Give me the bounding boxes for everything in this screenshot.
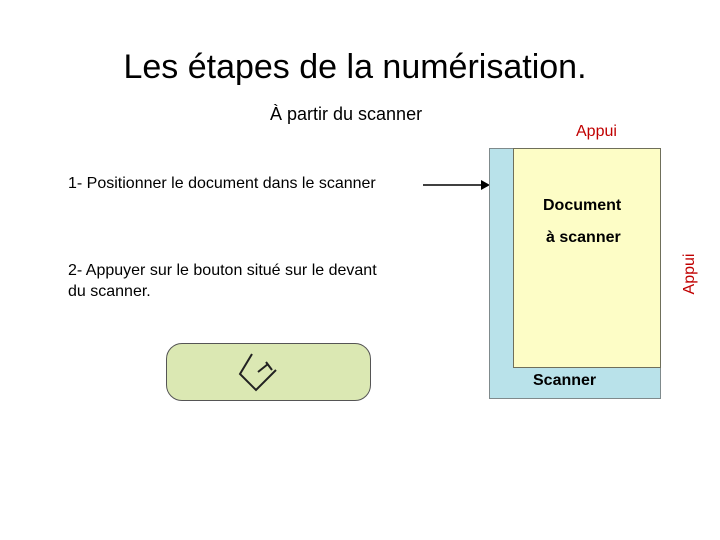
page-subtitle: À partir du scanner (270, 104, 423, 124)
scanner-label: Scanner (533, 372, 597, 389)
appui-top-label: Appui (576, 123, 617, 140)
scan-button-icon (236, 350, 284, 394)
document-label-line2: à scanner (546, 229, 621, 246)
step-1-text: 1- Positionner le document dans le scanner (68, 175, 376, 192)
appui-side-label: Appui (681, 253, 698, 295)
arrow-to-scanner-icon (423, 175, 491, 195)
document-label-line1: Document (543, 197, 622, 214)
step-2-text: 2- Appuyer sur le bouton situé sur le devant du scanner. (68, 262, 377, 300)
page-title: Les étapes de la numérisation. (123, 48, 587, 86)
document-sheet (513, 148, 661, 368)
